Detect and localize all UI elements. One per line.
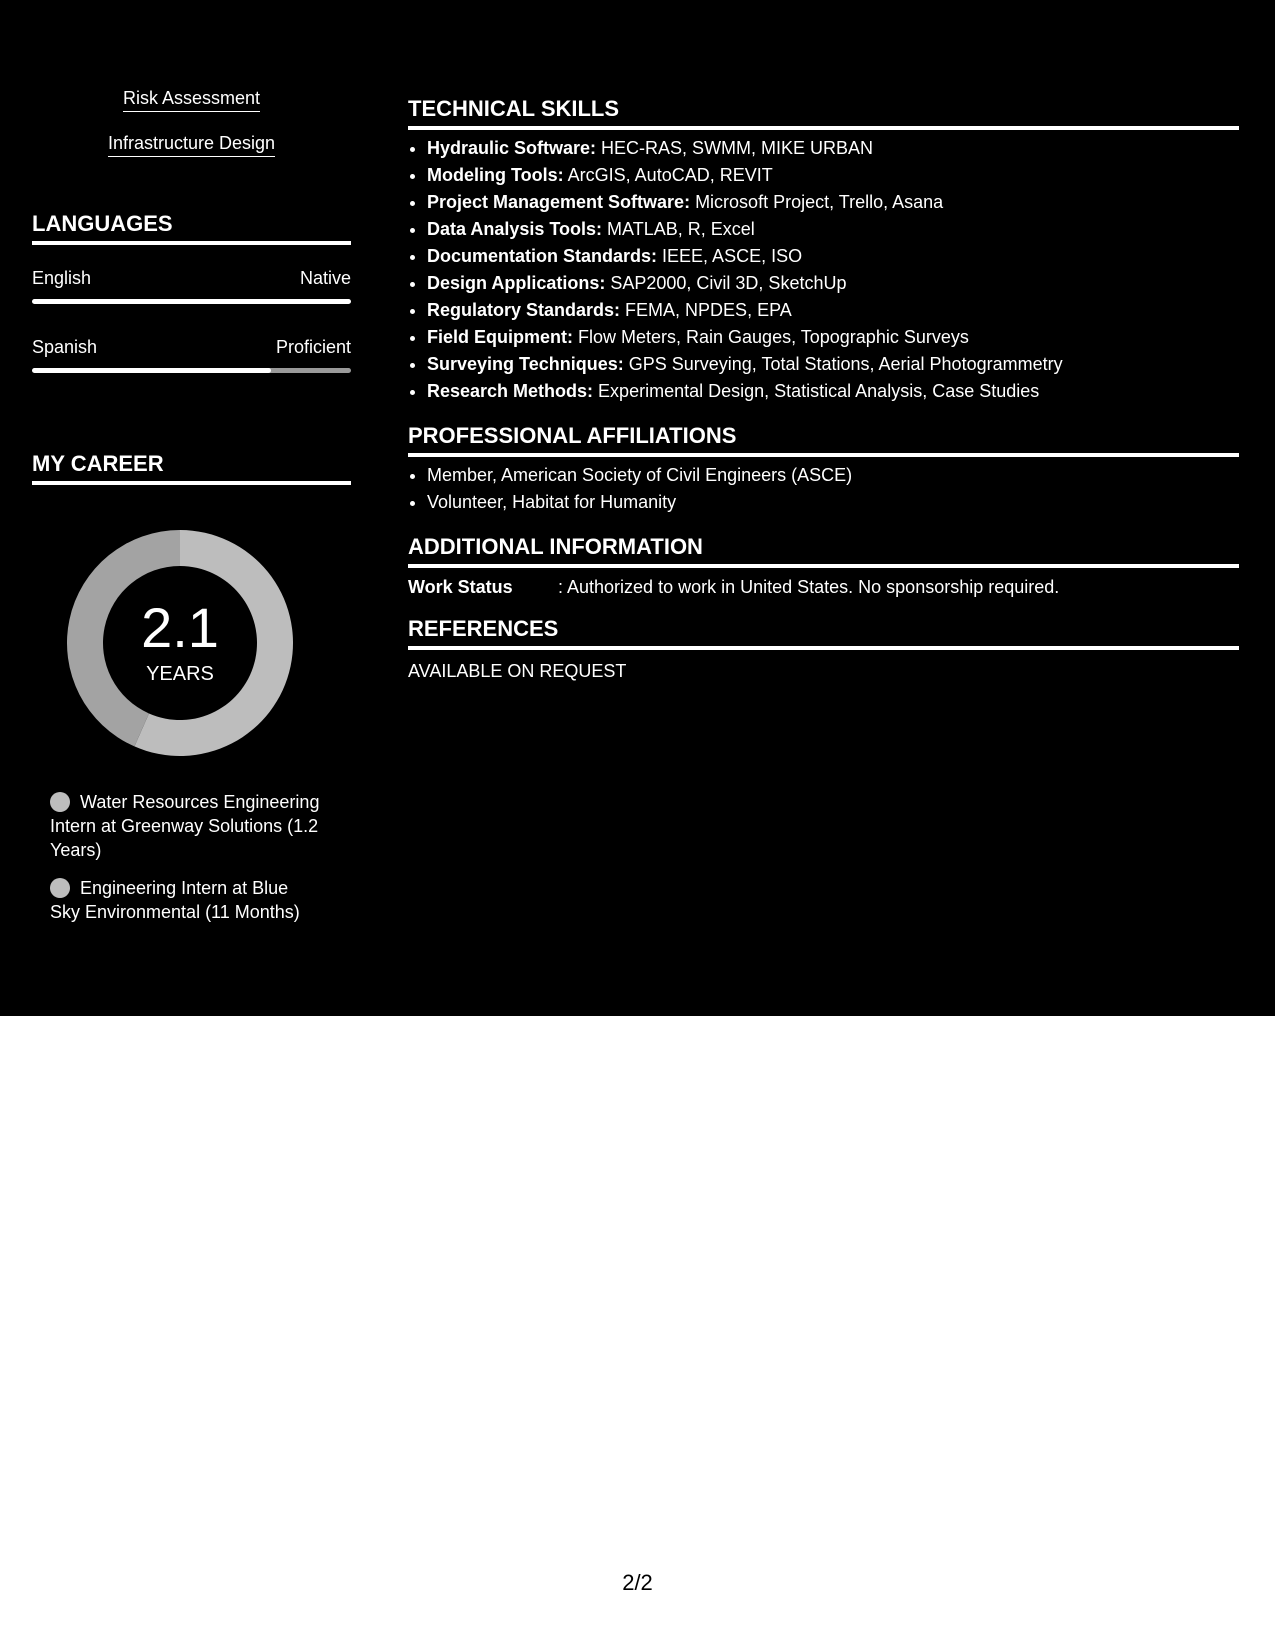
donut-center	[67, 530, 293, 756]
affiliations-heading: PROFESSIONAL AFFILIATIONS	[408, 423, 1239, 457]
skill-values: GPS Surveying, Total Stations, Aerial Photogrammetry	[623, 354, 1063, 374]
language-row	[32, 337, 351, 358]
skill-values: FEMA, NPDES, EPA	[620, 300, 792, 320]
skill-category: Modeling Tools:	[427, 165, 564, 185]
career-legend-item	[50, 876, 320, 924]
list-item	[427, 189, 1258, 216]
language-proficiency-bar	[32, 299, 351, 304]
skill-category: Documentation Standards:	[427, 246, 658, 266]
work-status-row	[408, 577, 1239, 598]
career-legend-label: Water Resources Engineering Intern at Greenway Solutions (1.2 Years)	[50, 792, 320, 860]
list-item: • Member, American Society of Civil Engineers (ASCE)	[427, 462, 1258, 489]
skill-values: HEC-RAS, SWMM, MIKE URBAN	[596, 138, 874, 158]
list-item	[427, 297, 1258, 324]
list-item	[427, 270, 1258, 297]
skill-values: IEEE, ASCE, ISO	[657, 246, 803, 266]
technical-skills-heading: TECHNICAL SKILLS	[408, 96, 1239, 130]
list-item	[427, 324, 1258, 351]
list-item: • Volunteer, Habitat for Humanity	[427, 489, 1258, 516]
legend-dot-icon	[50, 878, 70, 898]
skill-values: Experimental Design, Statistical Analysis, Case Studies	[593, 381, 1040, 401]
skill-tag-label: Risk Assessment	[123, 88, 260, 112]
language-name: Spanish	[32, 337, 98, 357]
skill-category: Data Analysis Tools:	[427, 219, 603, 239]
career-total-unit: YEARS	[146, 663, 214, 685]
skill-values: MATLAB, R, Excel	[602, 219, 755, 239]
skill-values: SAP2000, Civil 3D, SketchUp	[605, 273, 847, 293]
language-level: Proficient	[275, 337, 351, 357]
skill-category: Research Methods:	[427, 381, 594, 401]
list-item	[427, 162, 1258, 189]
language-proficiency-fill	[32, 299, 351, 304]
affiliations-list	[408, 462, 1258, 516]
page-number: 2/2	[622, 1570, 653, 1595]
language-proficiency-fill	[32, 368, 271, 373]
work-status-label: Work Status	[408, 577, 513, 597]
list-item	[427, 243, 1258, 270]
language-level: Native	[299, 268, 351, 288]
skill-category: Surveying Techniques:	[427, 354, 624, 374]
skill-tag	[32, 133, 351, 157]
skill-tag	[32, 88, 351, 112]
skill-category: Regulatory Standards:	[427, 300, 621, 320]
language-proficiency-bar	[32, 368, 351, 373]
legend-dot-icon	[50, 792, 70, 812]
career-heading: MY CAREER	[32, 451, 351, 485]
list-item	[427, 351, 1258, 378]
skill-values: ArcGIS, AutoCAD, REVIT	[563, 165, 773, 185]
list-item	[427, 135, 1258, 162]
language-row	[32, 268, 351, 289]
references-heading: REFERENCES	[408, 616, 1239, 650]
list-item	[427, 216, 1258, 243]
skill-values: Microsoft Project, Trello, Asana	[690, 192, 944, 212]
language-name: English	[32, 268, 92, 288]
skill-tag-label: Infrastructure Design	[108, 133, 275, 157]
skill-values: Flow Meters, Rain Gauges, Topographic Surveys	[573, 327, 969, 347]
career-donut-chart	[67, 530, 293, 756]
career-legend-label: Engineering Intern at Blue Sky Environmental (11 Months)	[50, 878, 300, 922]
skill-category: Hydraulic Software:	[427, 138, 597, 158]
languages-heading: LANGUAGES	[32, 211, 351, 245]
additional-info-heading: ADDITIONAL INFORMATION	[408, 534, 1239, 568]
skill-category: Field Equipment:	[427, 327, 573, 347]
skill-category: Design Applications:	[427, 273, 606, 293]
career-legend-item	[50, 790, 320, 862]
list-item	[427, 378, 1258, 405]
career-total-value: 2.1	[141, 596, 219, 659]
work-status-value: : Authorized to work in United States. No sponsorship required.	[558, 577, 1060, 597]
technical-skills-list	[408, 135, 1258, 405]
references-text: AVAILABLE ON REQUEST	[408, 661, 627, 681]
skill-category: Project Management Software:	[427, 192, 691, 212]
